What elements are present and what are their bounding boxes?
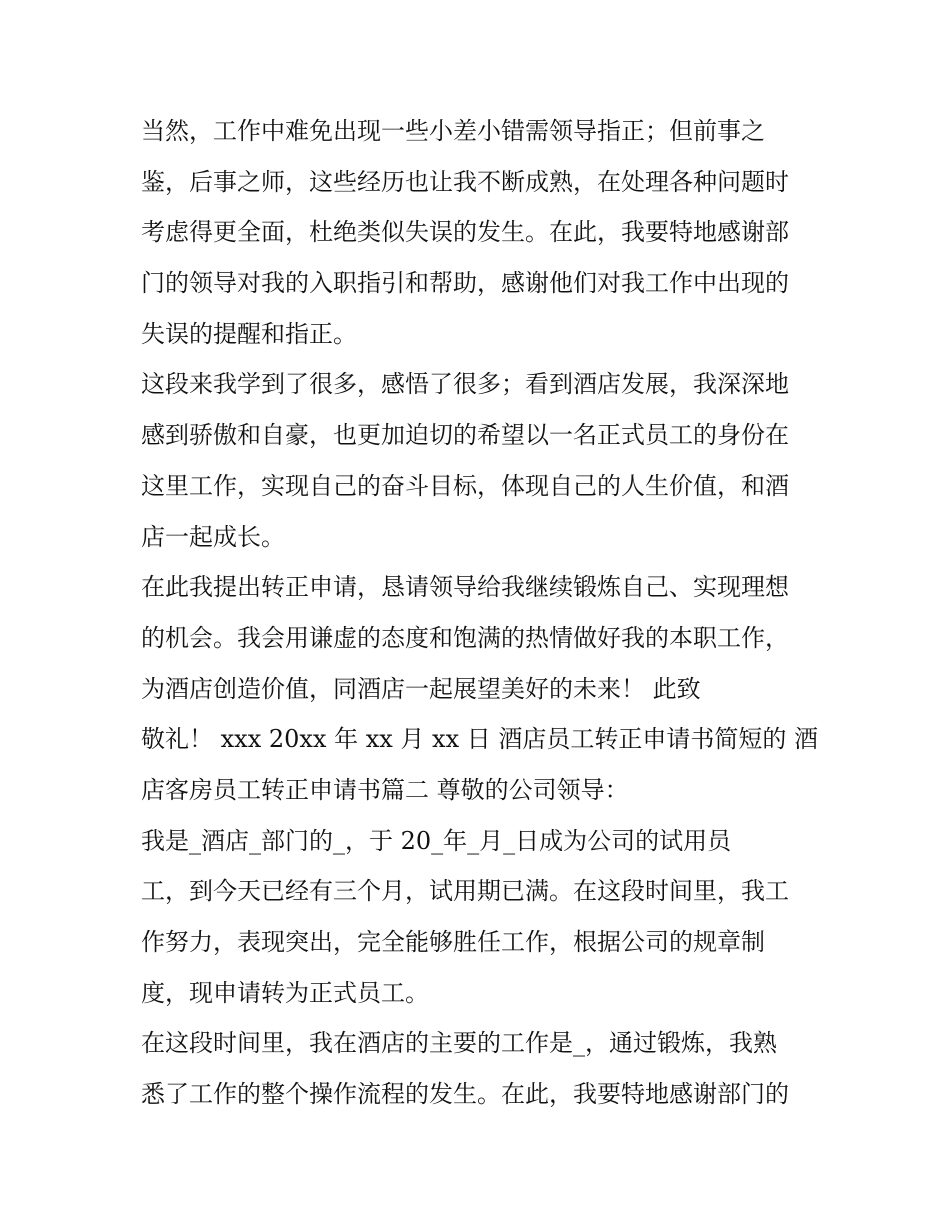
- text-line: 考虑得更全面，杜绝类似失误的发生。在此，我要特地感谢部: [141, 218, 789, 247]
- text-line: 工，到今天已经有三个月，试用期已满。在这段时间里，我工: [141, 877, 789, 906]
- text-line: 门的领导对我的入职指引和帮助，感谢他们对我工作中出现的: [141, 269, 789, 298]
- text-line: 店一起成长。: [141, 522, 285, 551]
- text-line: 的机会。我会用谦虚的态度和饱满的热情做好我的本职工作，: [141, 623, 789, 652]
- text-line: 感到骄傲和自豪，也更加迫切的希望以一名正式员工的身份在: [141, 421, 789, 450]
- document-body: [141, 106, 821, 1120]
- text-line: 这里工作，实现自己的奋斗目标，体现自己的人生价值，和酒: [141, 471, 789, 500]
- text-line: 作努力，表现突出，完全能够胜任工作，根据公司的规章制: [141, 928, 765, 956]
- text-line: 店客房员工转正申请书篇二 尊敬的公司领导：: [141, 775, 629, 804]
- text-line: 我是_酒店_部门的_，于 20_年_月_日成为公司的试用员: [141, 826, 732, 855]
- text-line: 当然，工作中难免出现一些小差小错需领导指正；但前事之: [141, 117, 765, 145]
- text-line: 悉了工作的整个操作流程的发生。在此，我要特地感谢部门的: [141, 1080, 789, 1109]
- text-line: 在这段时间里，我在酒店的主要的工作是_，通过锻炼，我熟: [141, 1029, 777, 1058]
- text-line: 为酒店创造价值，同酒店一起展望美好的未来！ 此致: [141, 674, 701, 703]
- text-line: 鉴，后事之师，这些经历也让我不断成熟，在处理各种问题时: [141, 167, 789, 196]
- text-line: 这段来我学到了很多，感悟了很多；看到酒店发展，我深深地: [141, 370, 789, 399]
- text-line: 度，现申请转为正式员工。: [141, 978, 429, 1007]
- text-line: 在此我提出转正申请，恳请领导给我继续锻炼自己、实现理想: [141, 573, 789, 602]
- text-line: 敬礼！ xxx 20xx 年 xx 月 xx 日 酒店员工转正申请书简短的 酒: [141, 725, 819, 754]
- text-line: 失误的提醒和指正。: [141, 319, 357, 348]
